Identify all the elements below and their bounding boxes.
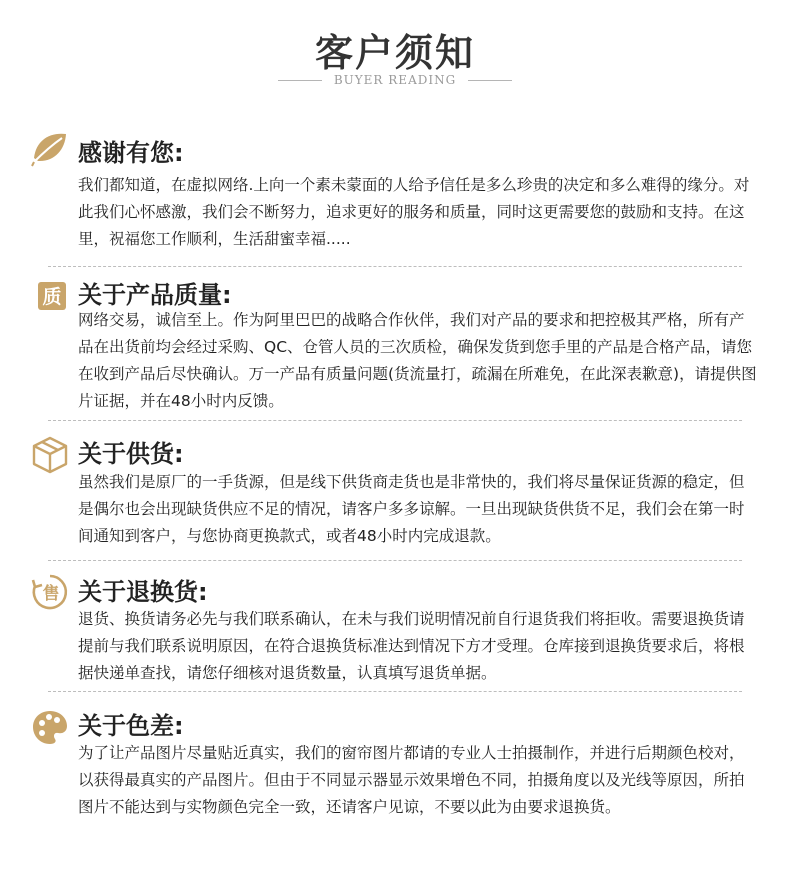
- section-divider: [48, 560, 742, 561]
- section-body: 为了让产品图片尽量贴近真实，我们的窗帘图片都请的专业人士拍摄制作，并进行后期颜色校对，以获得最真实的产品图片。但由于不同显示器显示效果增色不同，拍摄角度以及光线等原因，所拍图片不能达到与实物颜色完全一致，还请客户见谅，不要以此为由要求退换货。: [78, 744, 745, 816]
- section-body: 退货、换货请务必先与我们联系确认，在未与我们说明情况前自行退货我们将拒收。需要退换货请提前与我们联系说明原因，在符合退换货标准达到情况下方才受理。仓库接到退换货要求后，将根据快递单查找，请您仔细核对退货数量，认真填写退货单据。: [78, 610, 745, 682]
- section-heading: 关于供货:: [78, 440, 184, 468]
- section-heading: 感谢有您:: [78, 139, 184, 167]
- section-heading: 关于色差:: [78, 712, 184, 740]
- section-heading: 关于产品质量:: [78, 281, 232, 309]
- section-divider: [48, 266, 742, 267]
- after-sale-icon: [30, 572, 70, 612]
- page-title: 客户须知: [314, 31, 475, 75]
- section-divider: [48, 420, 742, 421]
- section-heading: 关于退换货:: [78, 578, 208, 606]
- subtitle-right-rule: [468, 80, 512, 81]
- section-body: 网络交易，诚信至上。作为阿里巴巴的战略合作伙伴，我们对产品的要求和把控极其严格，所有产品在出货前均会经过采购、QC、仓管人员的三次质检，确保发货到您手里的产品是合格产品，请您在收到产品后尽快确认。万一产品有质量问题(货流量打，疏漏在所难免，在此深表歉意)，请提供图片证据，并在48小时内反馈。: [78, 311, 757, 410]
- leaf-icon: [30, 128, 70, 168]
- package-box-icon: [30, 434, 70, 474]
- subtitle-left-rule: [278, 80, 322, 81]
- page-subtitle: BUYER READING: [333, 73, 457, 87]
- after-sale-badge-text: 售: [42, 584, 60, 604]
- quality-badge-icon: [30, 276, 70, 316]
- section-body: 我们都知道，在虚拟网络.上向一个素未蒙面的人给予信任是多么珍贵的决定和多么难得的缘分。对此我们心怀感激，我们会不断努力，追求更好的服务和质量，同时这更需要您的鼓励和支持。在这里，祝福您工作顺利，生活甜蜜幸福.....: [78, 176, 750, 248]
- subtitle-row: [0, 73, 790, 87]
- palette-icon: [30, 707, 70, 747]
- section-divider: [48, 691, 742, 692]
- quality-badge-text: 质: [42, 286, 62, 308]
- page-header: [0, 0, 790, 100]
- section-body: 虽然我们是原厂的一手货源，但是线下供货商走货也是非常快的，我们将尽量保证货源的稳定，但是偶尔也会出现缺货供应不足的情况，请客户多多谅解。一旦出现缺货供货不足，我们会在第一时间通知到客户，与您协商更换款式，或者48小时内完成退款。: [78, 473, 745, 545]
